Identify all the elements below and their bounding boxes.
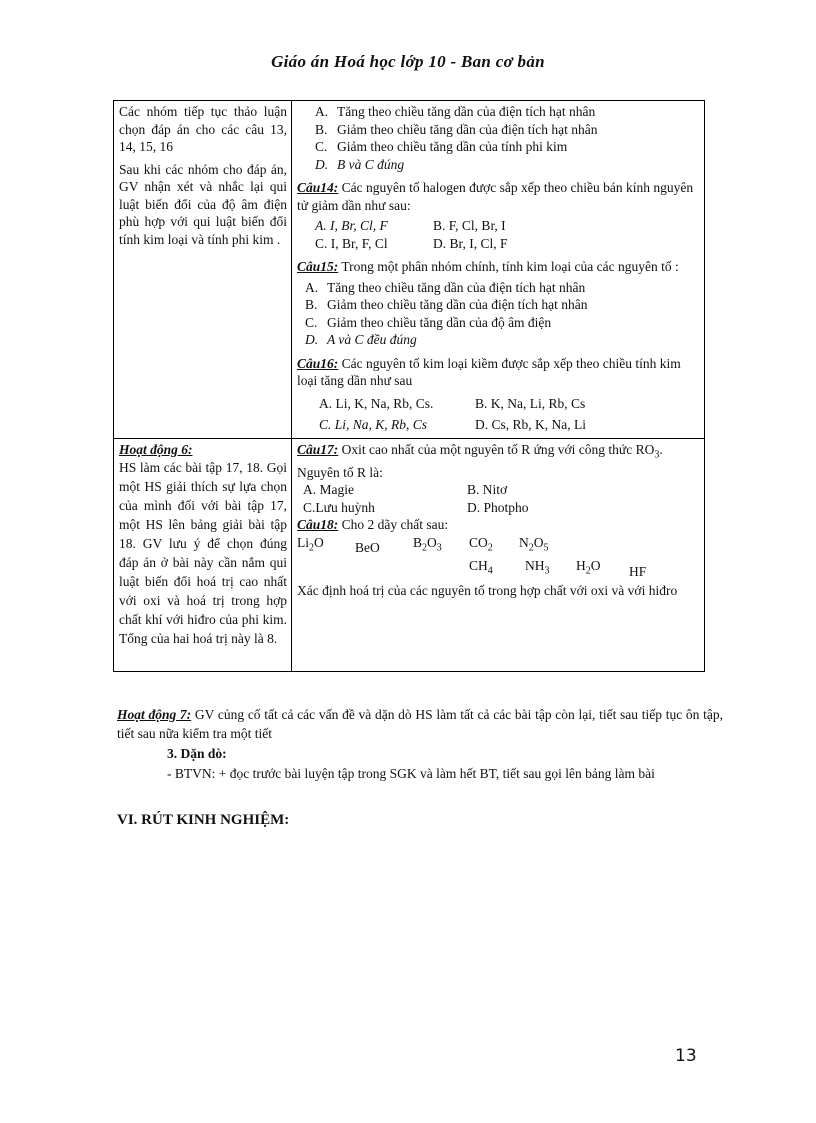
formula: $CO_2$ <box>469 534 493 554</box>
formula: $NH_3$ <box>525 557 550 577</box>
formula: $CH_4$ <box>469 557 493 577</box>
homework-heading: 3. Dặn dò: <box>167 746 227 761</box>
activity-cell <box>114 101 292 439</box>
answer-option: A. Tăng theo chiều tăng dần của điện tích hạt nhân <box>315 104 596 119</box>
answer-option: C. Giảm theo chiều tăng dần của độ âm điện <box>305 314 552 330</box>
question-14: Câu14: Các nguyên tố halogen được sắp xếp theo chiều bán kính nguyên tử giảm dần như sau: <box>297 180 694 213</box>
answer-option: B. Giảm theo chiều tăng dần của điện tích hạt nhân <box>315 121 598 137</box>
activity-heading: Hoạt động 6: <box>119 441 193 457</box>
formula-series-2 <box>469 557 700 580</box>
formula: BeO <box>355 540 380 556</box>
table-row <box>114 101 705 439</box>
question-cell <box>292 101 705 439</box>
question-17: Câu17: Oxit cao nhất của một nguyên tố R ứng với công thức $RO_3$. Nguyên tố R là: <box>297 441 663 480</box>
answer-option: C. Giảm theo chiều tăng dần của tính phi kim <box>315 139 568 154</box>
activity-text: HS làm các bài tập 17, 18. Gọi một HS giải thích sự lựa chọn của mình đối với bài tập 17, một HS lên bảng giải bài tập 18. GV lưu ý để chọn đúng đáp án ở bài này cần nắm qui luật biến đổi hoá trị cao nhất với oxi và hoá trị trong hợp chất khí với hiđro của phi kim. Tổng của hai hoá trị này là 8. <box>119 460 287 646</box>
question-16: Câu16: Các nguyên tố kim loại kiềm được sắp xếp theo chiều tính kim loại tăng dần như sau <box>297 355 681 388</box>
answer-option: A. Tăng theo chiều tăng dần của điện tích hạt nhân <box>305 279 586 295</box>
formula: HF <box>629 563 647 579</box>
question-18: Câu18: Cho 2 dãy chất sau: <box>297 517 449 533</box>
answer-row: A. I, Br, Cl, F B. F, Cl, Br, I <box>315 218 506 233</box>
answer-row: C. I, Br, F, Cl D. Br, I, Cl, F <box>315 235 508 251</box>
table-row <box>114 438 705 671</box>
formula: $N_2O_5$ <box>519 534 549 554</box>
formula: $B_2O_3$ <box>413 534 442 554</box>
activity-text: Các nhóm tiếp tục thảo luận chọn đáp án cho các câu 13, 14, 15, 16 <box>119 104 287 154</box>
question-15: Câu15: Trong một phân nhóm chính, tính kim loại của các nguyên tố : <box>297 259 679 274</box>
answer-option: D. A và C đều đúng <box>305 332 417 347</box>
answer-row: A. Li, K, Na, Rb, Cs. B. K, Na, Li, Rb, Cs <box>319 395 586 411</box>
homework-text: - BTVN: + đọc trước bài luyện tập trong SGK và làm hết BT, tiết sau gọi lên bảng làm bài <box>167 766 655 781</box>
page-header: Giáo án Hoá học lớp 10 - Ban cơ bản <box>271 52 545 71</box>
section-title: VI. RÚT KINH NGHIỆM: <box>117 812 290 828</box>
answer-row: A. Magie B. Nitơ <box>303 482 508 498</box>
page-number: 13 <box>675 1046 697 1066</box>
answer-option: D. B và C đúng <box>315 156 405 172</box>
formula-series-1 <box>297 534 700 557</box>
formula: $H_2O$ <box>576 557 601 577</box>
lesson-table <box>113 100 705 672</box>
activity-cell <box>114 438 292 671</box>
answer-option: B. Giảm theo chiều tăng dần của điện tích hạt nhân <box>305 297 588 312</box>
formula: $Li_2O$ <box>297 534 324 554</box>
answer-row: C.Lưu huỳnh D. Photpho <box>303 499 529 515</box>
question-cell <box>292 438 705 671</box>
question-18-task: Xác định hoá trị của các nguyên tố trong hợp chất với oxi và với hiđro <box>297 583 678 599</box>
answer-row: C. Li, Na, K, Rb, Cs D. Cs, Rb, K, Na, Li <box>319 417 586 432</box>
activity-7: Hoạt động 7: GV củng cố tất cả các vấn đề và dặn dò HS làm tất cả các bài tập còn lại, tiết sau tiếp tục ôn tập, tiết sau nữa kiểm tra một tiết <box>117 707 723 741</box>
activity-text: Sau khi các nhóm cho đáp án, GV nhận xét và nhắc lại qui luật biến đổi của độ âm điện phù hợp với qui luật biến đổi tính kim loại và tính phi kim . <box>119 161 287 247</box>
